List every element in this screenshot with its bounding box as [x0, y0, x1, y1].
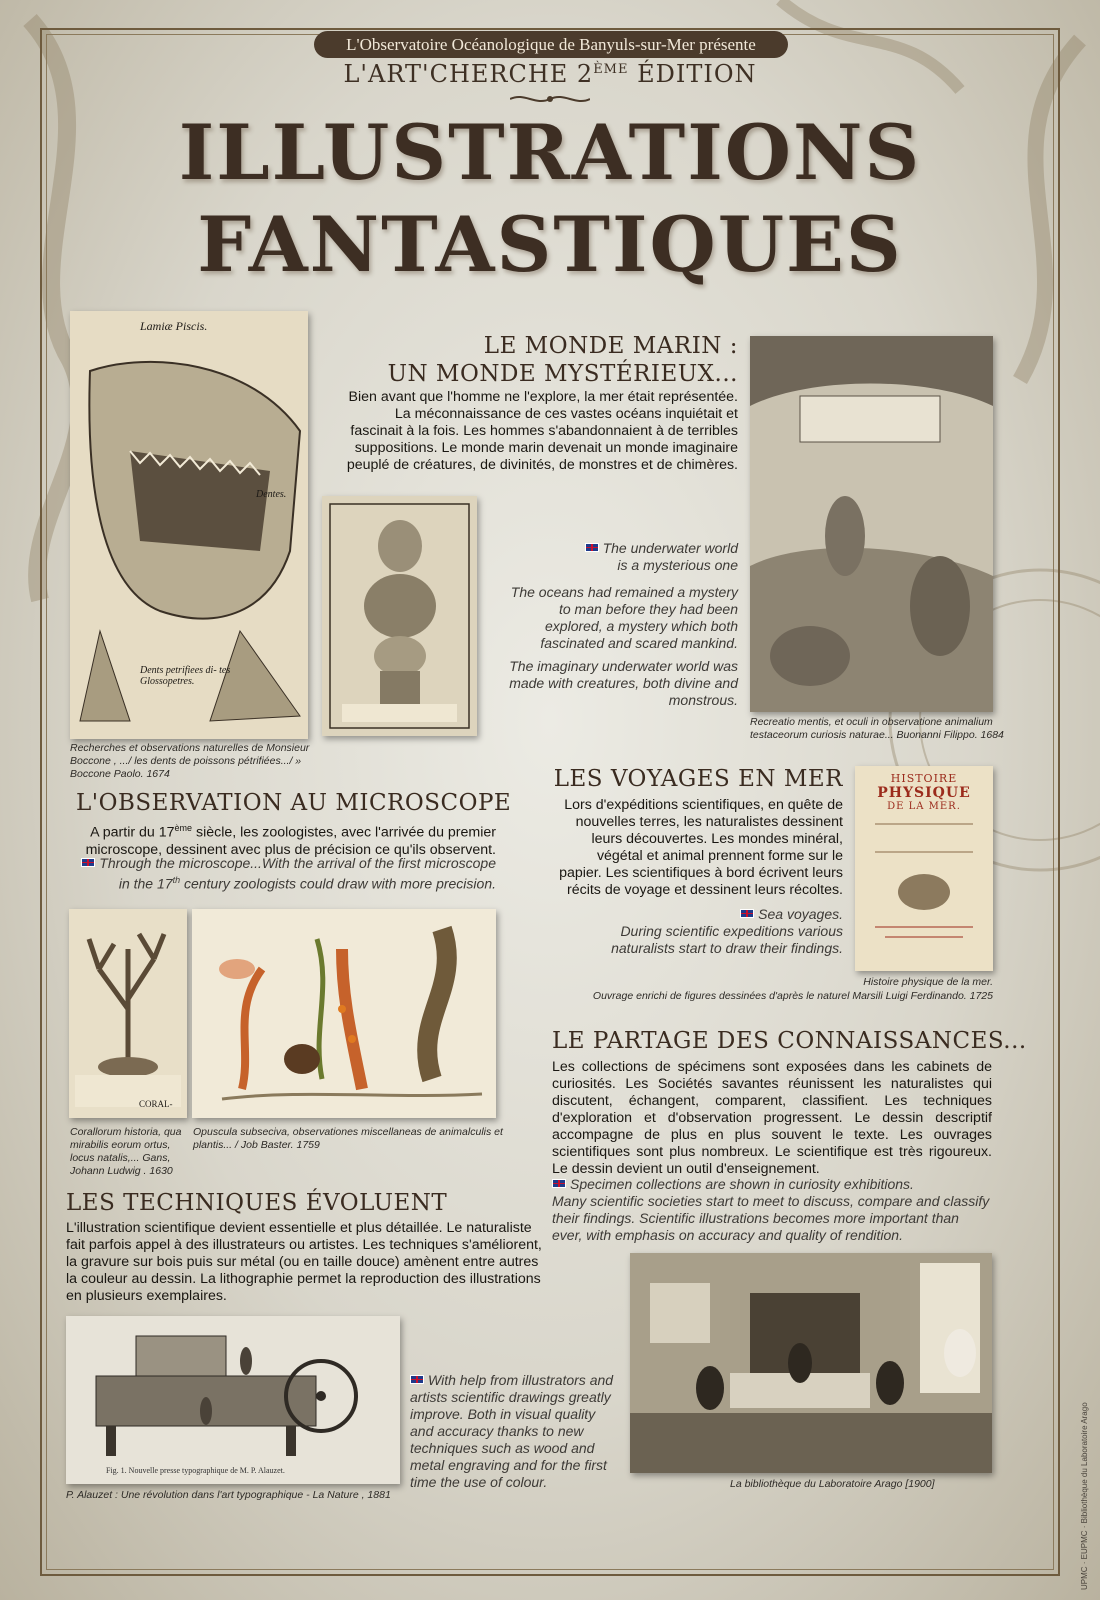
photo-credit: UPMC · EUPMC · Bibliothèque du Laboratoire Arago: [1080, 1402, 1089, 1590]
techniques-text-fr: L'illustration scientifique devient essentielle et plus détaillée. Le naturaliste fait parfois appel à des illustrateurs ou artistes. Les techniques s'améliorent, la gravure sur bois puis sur métal (ou en taille douce) amènent entre autres la couleur au dessin. La lithographie permet la reproduction des illustrations en plusieurs exemplaires.: [66, 1220, 542, 1304]
press-figure-label: Fig. 1. Nouvelle presse typographique de M. P. Alauzet.: [106, 1466, 285, 1475]
microscope-text-en: Through the microscope...With the arrival of the first microscope in the 17th century zoologists could draw with more precision.: [70, 855, 496, 893]
book-emblem-drawing: [855, 812, 993, 952]
book-title-line2: PHYSIQUE: [877, 785, 971, 801]
caption-book-2: Ouvrage enrichi de figures dessinées d'après le naturel Marsili Luigi Ferdinando. 1725: [592, 990, 993, 1002]
techniques-en-text: With help from illustrators and artists scientific drawings greatly improve. Both in visual quality and accuracy thanks to new techniques such as wood and metal engraving and for the first time the use of colour.: [410, 1372, 614, 1490]
voyages-heading: LES VOYAGES EN MER: [553, 766, 843, 792]
caption-library: La bibliothèque du Laboratoire Arago [1900]: [730, 1478, 935, 1490]
header-banner: L'Observatoire Océanologique de Banyuls-sur-Mer présente: [314, 31, 788, 58]
book-title-line3: DE LA MER.: [887, 801, 961, 812]
shell-column-engraving-image: [322, 496, 477, 736]
algae-drawing: [192, 909, 496, 1118]
flourish-ornament: [510, 92, 590, 106]
shell-figure-drawing: [322, 496, 477, 736]
coral-label: CORAL-: [139, 1099, 173, 1109]
caption-coral: Corallorum historia, qua mirabilis eorum ortus, locus natalis,... Gans, Johann Ludwig . 1630: [70, 1126, 182, 1177]
caption-shark: Recherches et observations naturelles de Monsieur Boccone , .../ les dents de poissons pétrifiées.../ » Boccone Paolo. 1674: [70, 742, 310, 780]
voyages-en-title: Sea voyages.: [555, 906, 843, 923]
coral-tree-drawing: [69, 909, 187, 1118]
printing-press-image: [66, 1316, 400, 1484]
uk-flag-icon: [552, 1179, 566, 1188]
uk-flag-icon: [740, 909, 754, 918]
monde-marin-en-p2: The imaginary underwater world was made with creatures, both divine and monstrous.: [509, 658, 738, 708]
main-title-line1: ILLUSTRATIONS: [178, 108, 922, 197]
shark-engraving-image: [70, 311, 308, 739]
press-machine-drawing: [66, 1316, 400, 1484]
partage-en-text: Specimen collections are shown in curiosity exhibitions. Many scientific societies start to meet to discuss, compare and classify their findings. Scientific illustrations becomes more important than ever, with emphasis on accuracy and quality of rendition.: [552, 1176, 990, 1243]
book-title-line1: HISTOIRE: [890, 772, 958, 785]
microscope-text-fr: A partir du 17ème siècle, les zoologistes, avec l'arrivée du premier microscope, dessinent avec plus de précision ce qu'ils observent.: [85, 823, 496, 858]
caption-algae: Opuscula subseciva, observationes miscellaneas de animalculis et plantis... / Job Baster. 1759: [193, 1126, 503, 1151]
coral-engraving-image: [69, 909, 187, 1118]
uk-flag-icon: [585, 543, 599, 552]
partage-heading: LE PARTAGE DES CONNAISSANCES...: [552, 1028, 1027, 1054]
shark-label-top: Lamiæ Piscis.: [140, 319, 208, 333]
monde-marin-heading-line2: UN MONDE MYSTÉRIEUX...: [387, 361, 738, 387]
microscope-heading: L'OBSERVATION AU MICROSCOPE: [76, 790, 512, 816]
edition-title: L'ART'CHERCHE 2ÈME ÉDITION: [343, 60, 757, 88]
monde-marin-en-title: The underwater world is a mysterious one: [480, 540, 738, 574]
book-cover-image: [855, 766, 993, 971]
caption-book-1: Histoire physique de la mer.: [863, 976, 993, 988]
shark-label-teeth: Dentes.: [256, 489, 287, 500]
library-photo-image: [630, 1253, 992, 1473]
monde-marin-en-p1: The oceans had remained a mystery to man before they had been explored, a mystery which both fascinated and scared mankind.: [510, 584, 738, 651]
neptune-engraving-image: [750, 336, 993, 712]
neptune-scene-drawing: [750, 336, 993, 712]
uk-flag-icon: [81, 858, 95, 867]
voyages-en-text: During scientific expeditions various naturalists start to draw their findings.: [611, 923, 843, 956]
algae-plate-image: [192, 909, 496, 1118]
library-scene-drawing: [630, 1253, 992, 1473]
uk-flag-icon: [410, 1375, 424, 1384]
techniques-heading: LES TECHNIQUES ÉVOLUENT: [66, 1190, 448, 1216]
monde-marin-text-fr: Bien avant que l'homme ne l'explore, la mer était représentée. La méconnaissance de ces vastes océans inquiétait et fascinait à la fois. Les hommes s'abandonnaient à de terribles suppositions. Le monde marin devenait un monde imaginaire peuplé de créatures, de divinités, de monstres et de chimères.: [346, 389, 738, 473]
monde-marin-heading-line1: LE MONDE MARIN :: [483, 333, 738, 359]
voyages-text-fr: Lors d'expéditions scientifiques, en quête de nouvelles terres, les naturalistes dessinent leurs découvertes. Les mondes minéral, végétal et animal prennent forme sur le papier. Les scientifiques à bord écrivent leurs récits de voyage et dessinent leurs récoltes.: [559, 797, 843, 898]
shark-label-bottom: Dents petrifiees di- tes Glossopetres.: [140, 665, 231, 687]
caption-press: P. Alauzet : Une révolution dans l'art typographique - La Nature , 1881: [66, 1489, 391, 1501]
caption-neptune: Recreatio mentis, et oculi in observatione animalium testaceorum curiosis naturae... Buonanni Filippo. 1684: [750, 716, 1004, 741]
main-title-line2: FANTASTIQUES: [197, 200, 903, 289]
partage-text-fr: Les collections de spécimens sont exposées dans les cabinets de curiosités. Les Sociétés savantes réunissent les naturalistes qui discutent, échangent, comparent, classifient. Les techniques d'exploration et d'observation progressent. Le dessin descriptif accompagne de plus en plus souvent le texte. Les ouvrages scientifiques sont plus nombreux. Le scientifique est très rigoureux. Le dessin devient un outil d'enseignement.: [552, 1059, 992, 1177]
